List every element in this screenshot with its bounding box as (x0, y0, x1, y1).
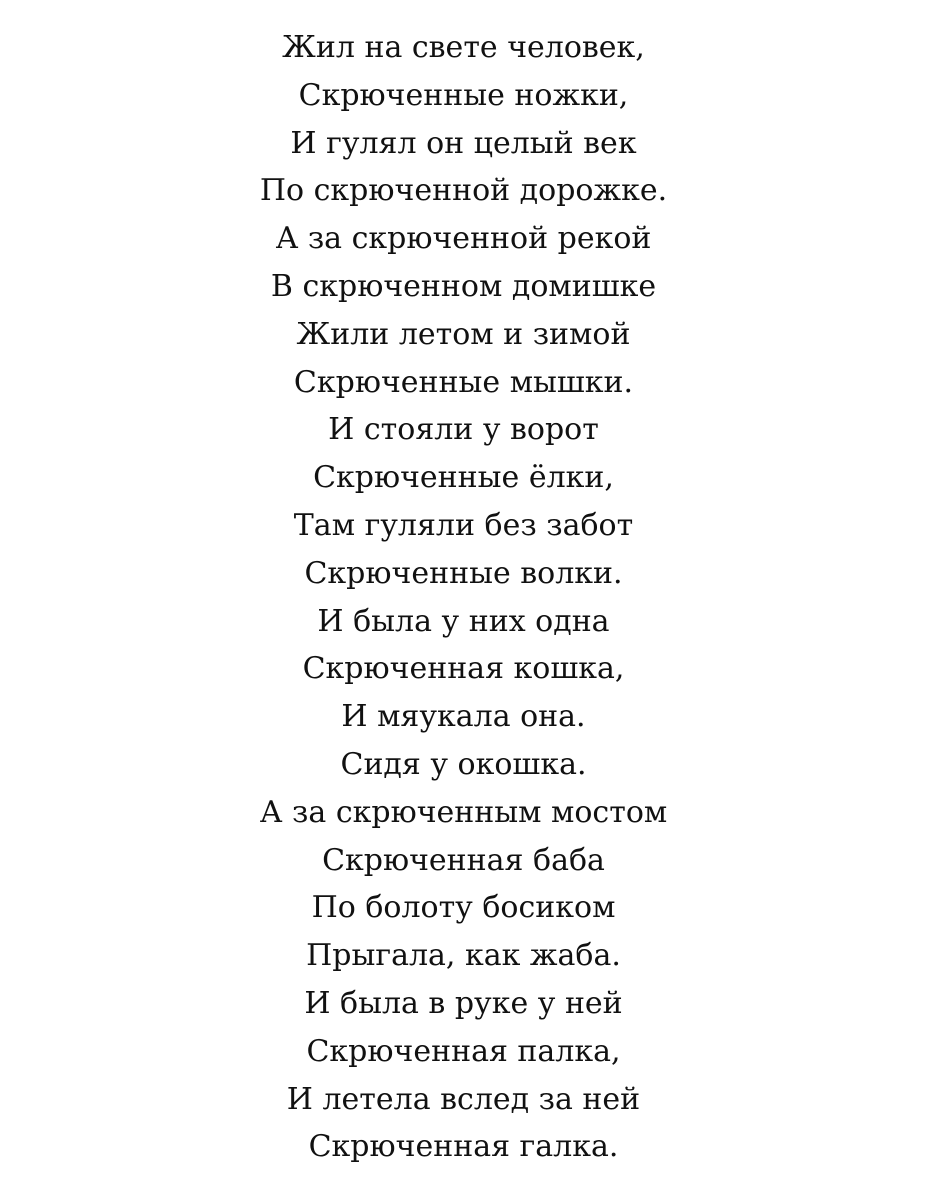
poem-line-8: Скрюченные мышки. (293, 364, 634, 400)
poem-line-15: И мяукала она. (341, 699, 586, 735)
poem-line-13: И была у них одна (317, 603, 610, 639)
poem-line-5: А за скрюченной рекой (275, 221, 652, 257)
poem-line-11: Там гуляли без забот (293, 507, 634, 543)
poem-line-12: Скрюченные волки. (304, 555, 623, 591)
poem-line-16: Сидя у окошка. (340, 746, 587, 782)
poem-line-19: По болоту босиком (311, 890, 616, 926)
poem-line-22: Скрюченная палка, (306, 1033, 621, 1069)
poem-line-4: По скрюченной дорожке. (259, 173, 668, 209)
poem-line-23: И летела вслед за ней (286, 1081, 641, 1117)
poem-line-17: А за скрюченным мостом (259, 794, 668, 830)
poem-text (0, 24, 927, 1171)
poem-line-14: Скрюченная кошка, (302, 651, 625, 687)
poem-line-7: Жили летом и зимой (296, 316, 631, 352)
poem-line-18: Скрюченная баба (322, 842, 605, 878)
poem-line-2: Скрюченные ножки, (298, 77, 629, 113)
poem-line-24: Скрюченная галка. (308, 1129, 619, 1165)
poem-line-20: Прыгала, как жаба. (306, 938, 621, 974)
poem-line-9: И стояли у ворот (328, 412, 599, 448)
poem-line-3: И гулял он целый век (290, 125, 637, 161)
poem-line-10: Скрюченные ёлки, (313, 460, 614, 496)
poem-line-21: И была в руке у ней (304, 985, 623, 1021)
poem-line-1: Жил на свете человек, (282, 30, 645, 65)
poem-line-6: В скрюченном домишке (270, 268, 657, 304)
